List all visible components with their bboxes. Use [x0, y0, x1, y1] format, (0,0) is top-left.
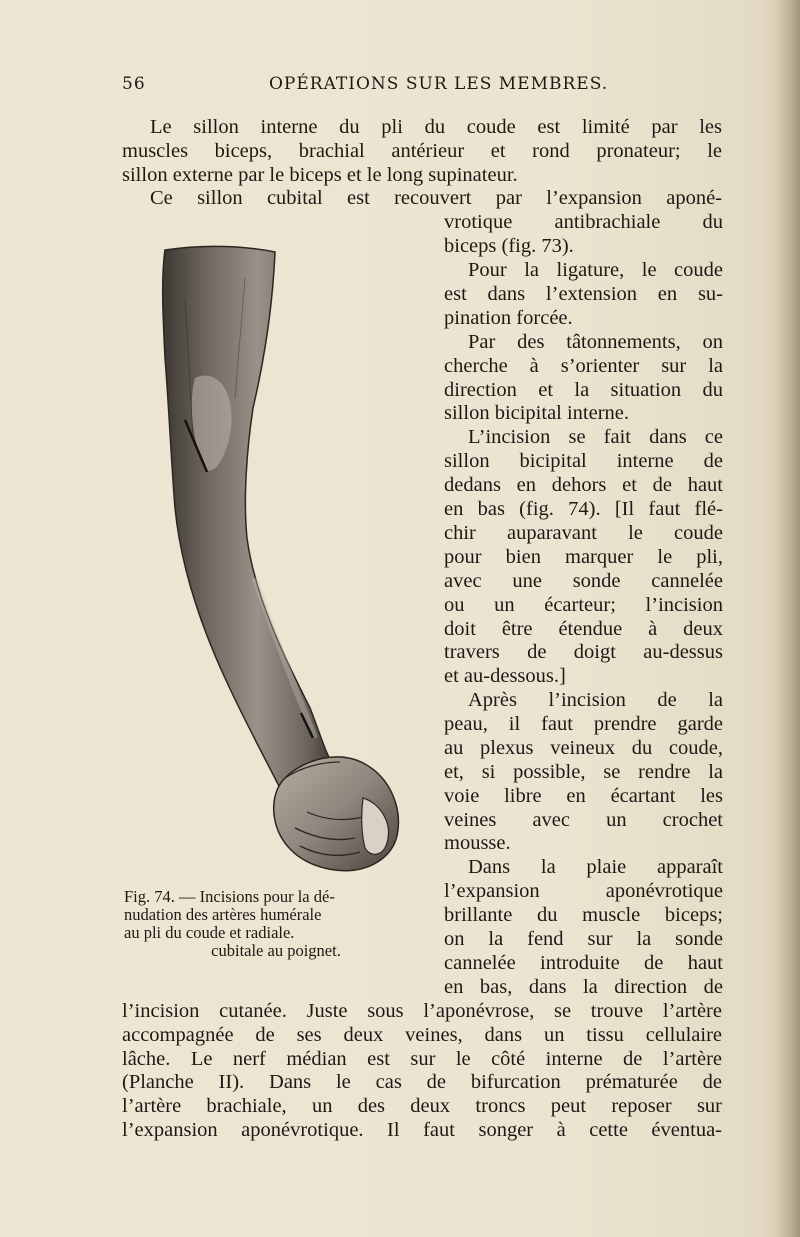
text-line: avec une sonde cannelée: [444, 570, 723, 592]
text-line: brillante du muscle biceps;: [444, 904, 723, 926]
text-line: l’expansion aponévrotique: [444, 880, 723, 902]
text-line: dedans en dehors et de haut: [444, 474, 723, 496]
text-line: direction et la situation du: [444, 379, 723, 401]
text-line: Dans la plaie apparaît: [468, 856, 723, 878]
text-line: L’incision se fait dans ce: [468, 426, 723, 448]
page-number: 56: [122, 74, 146, 94]
text-line: l’expansion aponévrotique. Il faut songer à cette éventua-: [122, 1119, 722, 1141]
text-line: est dans l’extension en su-: [444, 283, 723, 305]
text-line: sillon bicipital interne de: [444, 450, 723, 472]
text-line: vrotique antibrachiale du: [444, 211, 723, 233]
text-line: et, si possible, se rendre la: [444, 761, 723, 783]
caption-line: cubitale au poignet.: [211, 941, 341, 960]
text-line: voie libre en écartant les: [444, 785, 723, 807]
figure-caption: [124, 888, 428, 960]
text-line: ou un écarteur; l’incision: [444, 594, 723, 616]
text-line: on la fend sur la sonde: [444, 928, 723, 950]
text-line: en bas, dans la direction de: [444, 976, 723, 998]
text-line: Ce sillon cubital est recouvert par l’expansion aponé-: [150, 187, 722, 209]
text-line: mousse.: [444, 832, 511, 854]
text-line: Le sillon interne du pli du coude est limité par les: [150, 116, 722, 138]
text-line: accompagnée de ses deux veines, dans un tissu cellulaire: [122, 1024, 722, 1046]
text-line: chir auparavant le coude: [444, 522, 723, 544]
text-line: biceps (fig. 73).: [444, 235, 574, 257]
text-line: lâche. Le nerf médian est sur le côté interne de l’artère: [122, 1048, 722, 1070]
text-line: muscles biceps, brachial antérieur et rond pronateur; le: [122, 140, 722, 162]
text-line: l’incision cutanée. Juste sous l’aponévrose, se trouve l’artère: [122, 1000, 722, 1022]
caption-line: nudation des artères humérale: [124, 905, 322, 924]
text-line: doit être étendue à deux: [444, 618, 723, 640]
text-line: pination forcée.: [444, 307, 573, 329]
text-line: au plexus veineux du coude,: [444, 737, 723, 759]
text-line: pour bien marquer le pli,: [444, 546, 723, 568]
text-line: en bas (fig. 74). [Il faut flé-: [444, 498, 723, 520]
caption-line: Fig. 74. — Incisions pour la dé-: [124, 887, 335, 906]
text-line: veines avec un crochet: [444, 809, 723, 831]
running-title: OPÉRATIONS SUR LES MEMBRES.: [269, 74, 609, 94]
text-line: et au-dessous.]: [444, 665, 566, 687]
text-line: sillon externe par le biceps et le long supinateur.: [122, 164, 518, 186]
text-line: peau, il faut prendre garde: [444, 713, 723, 735]
text-line: Après l’incision de la: [468, 689, 723, 711]
text-line: Par des tâtonnements, on: [468, 331, 723, 353]
text-line: cherche à s’orienter sur la: [444, 355, 723, 377]
text-line: (Planche II). Dans le cas de bifurcation prématurée de: [122, 1071, 722, 1093]
page-gutter-shadow: [774, 0, 800, 1237]
text-line: l’artère brachiale, un des deux troncs peut reposer sur: [122, 1095, 722, 1117]
text-line: travers de doigt au-dessus: [444, 641, 723, 663]
text-line: sillon bicipital interne.: [444, 402, 630, 424]
text-line: Pour la ligature, le coude: [468, 259, 723, 281]
arm-illustration: [135, 238, 425, 880]
text-line: cannelée introduite de haut: [444, 952, 723, 974]
caption-line: au pli du coude et radiale.: [124, 923, 295, 942]
